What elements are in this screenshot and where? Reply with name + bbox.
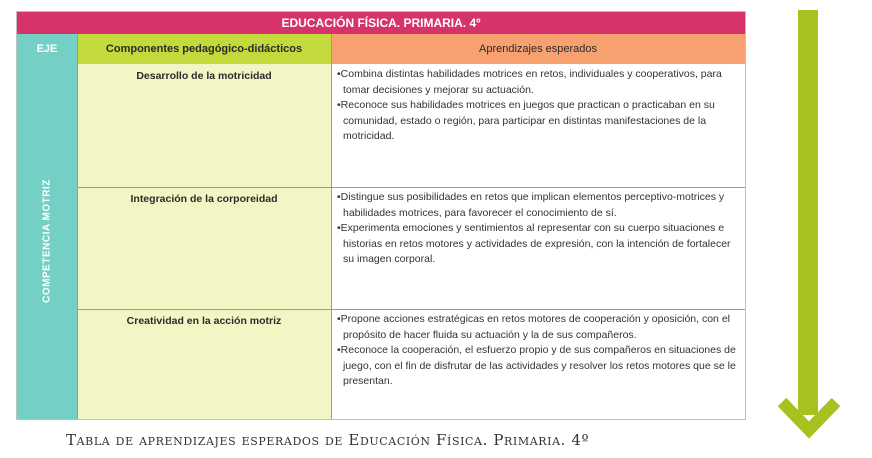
componentes-column xyxy=(77,64,331,419)
divider xyxy=(331,34,332,419)
aprendizajes-list xyxy=(337,190,737,268)
eje-label: COMPETENCIA MOTRIZ xyxy=(41,179,53,303)
row-divider xyxy=(77,187,745,188)
aprendizaje-item: •Experimenta emociones y sentimientos al representar con su cuerpo situaciones e historias en retos motores y actividades de expresión, con la intención de fortalecer su imagen corporal. xyxy=(337,222,731,265)
learning-table xyxy=(16,11,746,420)
aprendizaje-item: •Propone acciones estratégicas en retos motores de cooperación y oposición, con el propósito de hacer fluida su actuación y la de sus compañeros. xyxy=(337,313,730,341)
aprendizaje-item: •Reconoce la cooperación, el esfuerzo propio y de sus compañeros en situaciones de juego, con el fin de disfrutar de las actividades y resolver los retos motores que se le presentan. xyxy=(337,344,736,387)
aprendizaje-item: •Reconoce sus habilidades motrices en juegos que practican o practicaban en su comunidad, estado o región, para participar en distintas manifestaciones de la motricidad. xyxy=(337,99,715,142)
header-aprendizajes: Aprendizajes esperados xyxy=(331,34,745,64)
down-arrow-icon xyxy=(778,10,840,452)
row-divider xyxy=(77,309,745,310)
aprendizajes-list xyxy=(337,67,737,145)
aprendizaje-item: •Combina distintas habilidades motrices en retos, individuales y cooperativos, para tomar decisiones y mejorar su actuación. xyxy=(337,68,722,96)
table-title: EDUCACIÓN FÍSICA. PRIMARIA. 4º xyxy=(17,12,745,34)
header-eje: EJE xyxy=(17,34,77,64)
componente-integracion-corporeidad: Integración de la corporeidad xyxy=(130,193,278,205)
table-caption: Tabla de aprendizajes esperados de Educación Física. Primaria. 4º xyxy=(66,431,590,449)
divider xyxy=(77,34,78,419)
aprendizaje-item: •Distingue sus posibilidades en retos que implican elementos perceptivo-motrices y habilidades motrices, para favorecer el conocimiento de sí. xyxy=(337,191,725,219)
componente-desarrollo-motricidad: Desarrollo de la motricidad xyxy=(136,70,272,82)
aprendizajes-list xyxy=(337,312,737,390)
componente-creatividad-accion-motriz: Creatividad en la acción motriz xyxy=(126,315,282,327)
eje-column xyxy=(17,64,77,419)
header-componentes: Componentes pedagógico-didácticos xyxy=(77,34,331,64)
